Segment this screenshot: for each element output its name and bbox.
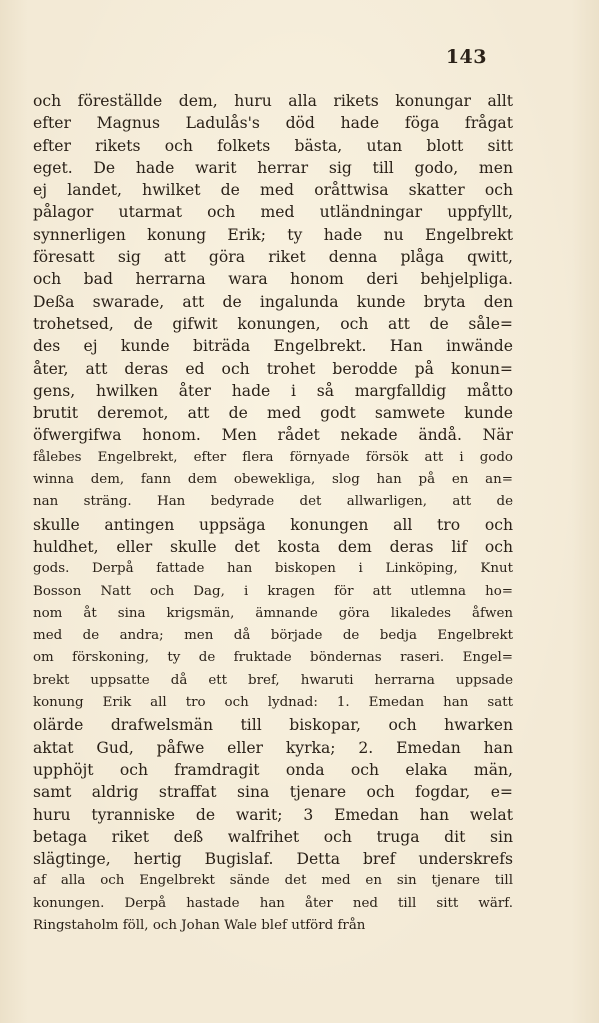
text-line: brekt uppsatte då ett bref, hwaruti herrarna uppsade (33, 672, 513, 688)
text-line: ej landet, hwilket de med oråttwisa skatter och (33, 181, 513, 200)
text-line: winna dem, fann dem obewekliga, slog han på en an= (33, 472, 513, 488)
page-number: 143 (445, 46, 487, 68)
text-line: af alla och Engelbrekt sände det med en sin tjenare till (33, 873, 513, 889)
text-line: åter, att deras ed och trohet berodde på konun= (33, 359, 513, 378)
text-line: efter rikets och folkets bästa, utan blott sitt (33, 136, 513, 155)
text-line: och föreställde dem, huru alla rikets konungar allt (33, 92, 513, 110)
text-line: olärde drafwelsmän till biskopar, och hwarken (33, 716, 513, 735)
text-line: föresatt sig att göra riket denna plåga qwitt, (33, 248, 513, 267)
text-line: slägtinge, hertig Bugislaf. Detta bref underskrefs (33, 850, 513, 869)
text-line: eget. De hade warit herrar sig till godo, men (33, 158, 513, 177)
text-line: synnerligen konung Erik; ty hade nu Engelbrekt (33, 225, 513, 244)
text-line: konungen. Derpå hastade han åter ned till sitt wärf. (33, 895, 513, 911)
text-line: konung Erik all tro och lydnad: 1. Emedan han satt (33, 695, 513, 711)
text-line: nom åt sina krigsmän, ämnande göra likaledes åfwen (33, 605, 513, 621)
text-line: gens, hwilken åter hade i så margfalldig måtto (33, 381, 513, 400)
text-line: efter Magnus Ladulås's död hade föga frågat (33, 114, 513, 133)
text-line: des ej kunde biträda Engelbrekt. Han inwände (33, 337, 513, 356)
text-line: aktat Gud, påfwe eller kyrka; 2. Emedan han (33, 738, 513, 757)
text-line: och bad herrarna wara honom deri behjelpliga. (33, 270, 513, 289)
text-line: samt aldrig straffat sina tjenare och fogdar, e= (33, 783, 513, 802)
text-line: skulle antingen uppsäga konungen all tro och (33, 515, 513, 534)
body-text (33, 90, 513, 937)
text-line: Deßa swarade, att de ingalunda kunde bryta den (33, 292, 513, 311)
text-line: gods. Derpå fattade han biskopen i Linköping, Knut (33, 561, 513, 577)
text-line: fålebes Engelbrekt, efter flera förnyade försök att i godo (33, 449, 513, 465)
text-line: upphöjt och framdragit onda och elaka män, (33, 760, 513, 779)
text-line: brutit deremot, att de med godt samwete kunde (33, 404, 513, 423)
text-line: Bosson Natt och Dag, i kragen för att utlemna ho= (33, 583, 513, 599)
text-line: nan sträng. Han bedyrade det allwarligen, att de (33, 494, 513, 510)
text-line: huru tyranniske de warit; 3 Emedan han welat (33, 805, 513, 824)
text-line: med de andra; men då började de bedja Engelbrekt (33, 628, 513, 644)
text-line: om förskoning, ty de fruktade böndernas raseri. Engel= (33, 650, 513, 666)
text-line: pålagor utarmat och med utländningar uppfyllt, (33, 203, 513, 222)
text-line: trohetsed, de gifwit konungen, och att de såle= (33, 314, 513, 333)
text-line: betaga riket deß walfrihet och truga dit sin (33, 827, 513, 846)
text-line: Ringstaholm föll, och Johan Wale blef utförd från (33, 917, 366, 933)
text-line: huldhet, eller skulle det kosta dem deras lif och (33, 537, 513, 556)
text-line: öfwergifwa honom. Men rådet nekade ändå. När (33, 426, 513, 445)
